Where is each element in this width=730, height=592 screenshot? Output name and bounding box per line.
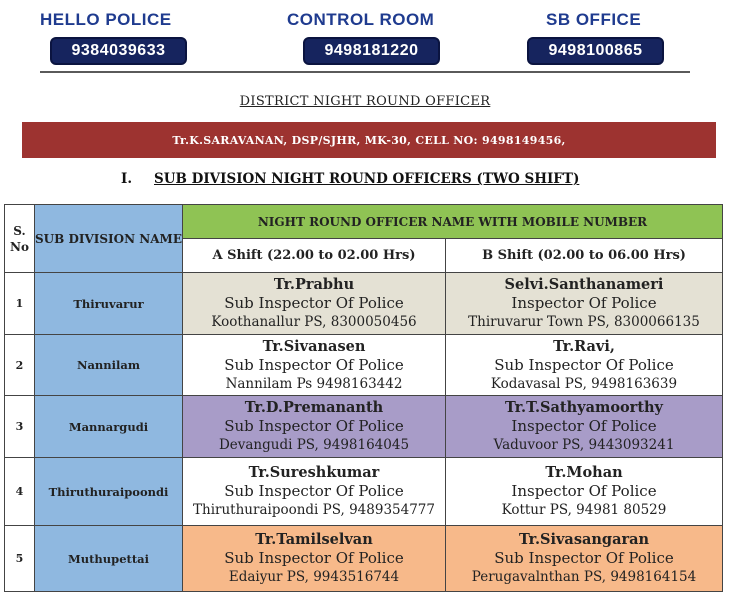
officer-station: Thiruthuraipoondi PS, 9489354777 xyxy=(193,502,435,518)
sb-office-label: SB OFFICE xyxy=(546,10,642,29)
row-subdivision: Thiruvarur xyxy=(35,273,183,335)
table-row xyxy=(5,396,723,458)
officer-designation: Sub Inspector Of Police xyxy=(224,549,404,567)
shift-b-header: B Shift (02.00 to 06.00 Hrs) xyxy=(446,239,723,273)
officer-group-header: NIGHT ROUND OFFICER NAME WITH MOBILE NUMBER xyxy=(183,205,723,239)
officer-designation: Sub Inspector Of Police xyxy=(224,417,404,435)
officer-designation: Inspector Of Police xyxy=(511,294,657,312)
row-subdivision: Thiruthuraipoondi xyxy=(35,458,183,526)
hello-police-number: 9384039633 xyxy=(50,37,187,65)
hello-police-label: HELLO POLICE xyxy=(40,10,172,29)
row-sno: 2 xyxy=(5,335,35,396)
subdivision-header: SUB DIVISION NAME xyxy=(35,205,183,273)
officer-name: Tr.Prabhu xyxy=(273,276,355,293)
officer-name: Tr.Ravi, xyxy=(553,337,615,355)
officer-name: Tr.T.Sathyamoorthy xyxy=(505,399,663,416)
row-subdivision: Nannilam xyxy=(35,335,183,396)
header-divider xyxy=(40,71,690,73)
shift-b-officer-cell xyxy=(446,526,723,592)
officer-station: Kottur PS, 94981 80529 xyxy=(501,502,667,518)
officer-station: Devangudi PS, 9498164045 xyxy=(218,437,410,453)
officer-designation: Sub Inspector Of Police xyxy=(224,355,404,374)
table-row xyxy=(5,526,723,592)
section-number: I. xyxy=(121,171,133,187)
officer-designation: Inspector Of Police xyxy=(511,417,657,435)
control-room-number: 9498181220 xyxy=(303,37,440,65)
table-row xyxy=(5,458,723,526)
shift-b-officer-cell xyxy=(446,458,723,526)
officer-station: Edaiyur PS, 9943516744 xyxy=(228,569,400,585)
table-row xyxy=(5,273,723,335)
shift-a-officer-cell xyxy=(183,526,446,592)
shift-a-officer-cell xyxy=(183,335,446,396)
table-row xyxy=(5,335,723,396)
shift-b-officer-cell xyxy=(446,396,723,458)
officer-station: Vaduvoor PS, 9443093241 xyxy=(493,437,675,453)
officer-name: Tr.Tamilselvan xyxy=(255,531,373,548)
night-round-table xyxy=(4,204,723,592)
row-sno: 5 xyxy=(5,526,35,592)
officer-designation: Sub Inspector Of Police xyxy=(224,482,404,500)
shift-b-officer-cell xyxy=(446,335,723,396)
officer-station: Nannilam Ps 9498163442 xyxy=(225,375,403,392)
district-officer-banner: Tr.K.SARAVANAN, DSP/SJHR, MK-30, CELL NO: 9498149456, xyxy=(22,122,716,158)
officer-station: Perugavalnthan PS, 9498164154 xyxy=(471,569,697,585)
shift-a-officer-cell xyxy=(183,458,446,526)
district-title: DISTRICT NIGHT ROUND OFFICER xyxy=(239,94,491,109)
shift-a-header: A Shift (22.00 to 02.00 Hrs) xyxy=(183,239,446,273)
officer-name: Tr.Mohan xyxy=(545,464,623,481)
officer-name: Tr.D.Premananth xyxy=(244,399,384,416)
officer-name: Tr.Sivasangaran xyxy=(518,531,650,548)
officer-designation: Sub Inspector Of Police xyxy=(224,294,404,312)
section-title: SUB DIVISION NIGHT ROUND OFFICERS (TWO SHIFT) xyxy=(154,171,580,187)
officer-station: Kodavasal PS, 9498163639 xyxy=(490,375,678,392)
sno-header: S. No xyxy=(5,205,35,273)
officer-name: Tr.Sureshkumar xyxy=(248,464,380,481)
officer-designation: Inspector Of Police xyxy=(511,482,657,500)
officer-name: Tr.Sivanasen xyxy=(262,337,366,355)
officer-station: Thiruvarur Town PS, 8300066135 xyxy=(468,314,700,330)
control-room-label: CONTROL ROOM xyxy=(287,10,435,29)
officer-designation: Sub Inspector Of Police xyxy=(494,549,674,567)
row-sno: 1 xyxy=(5,273,35,335)
row-sno: 4 xyxy=(5,458,35,526)
sb-office-number: 9498100865 xyxy=(527,37,664,65)
row-subdivision: Mannargudi xyxy=(35,396,183,458)
officer-designation: Sub Inspector Of Police xyxy=(494,355,674,374)
shift-a-officer-cell xyxy=(183,396,446,458)
shift-a-officer-cell xyxy=(183,273,446,335)
row-sno: 3 xyxy=(5,396,35,458)
shift-b-officer-cell xyxy=(446,273,723,335)
officer-station: Koothanallur PS, 8300050456 xyxy=(211,314,417,330)
row-subdivision: Muthupettai xyxy=(35,526,183,592)
officer-name: Selvi.Santhanameri xyxy=(504,276,664,293)
